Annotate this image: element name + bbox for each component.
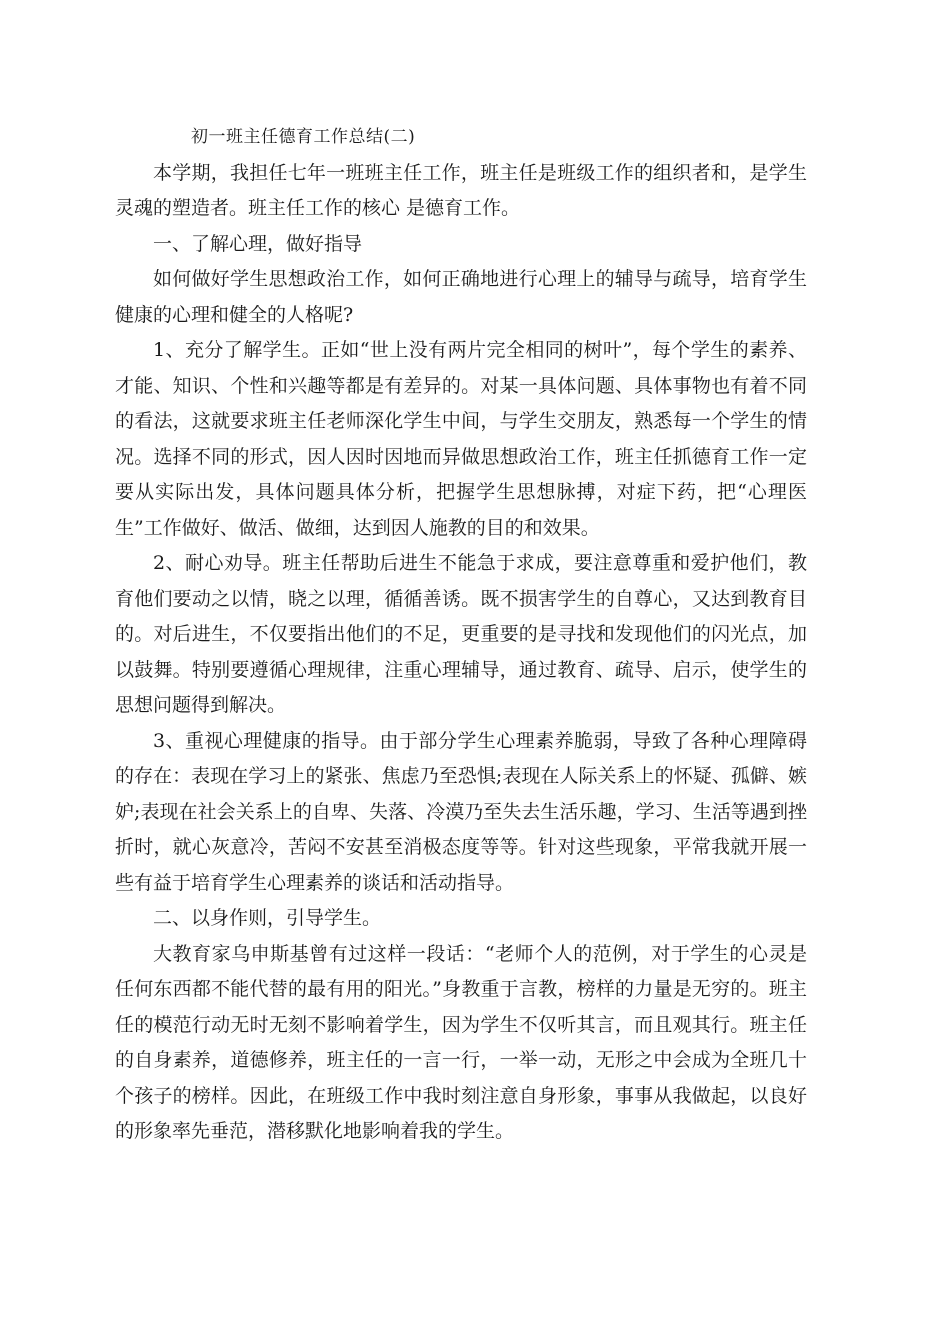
paragraph-point-3: 3、重视心理健康的指导。由于部分学生心理素养脆弱，导致了各种心理障碍的存在：表现在学习上的紧张、焦虑乃至恐惧;表现在人际关系上的怀疑、孤僻、嫉妒;表现在社会关系上的自卑、失落、冷漠乃至失去生活乐趣，学习、生活等遇到挫折时，就心灰意冷，苦闷不安甚至消极态度等等。针对这些现象，平常我就开展一些有益于培育学生心理素养的谈话和活动指导。: [115, 729, 807, 894]
paragraph-question: 如何做好学生思想政治工作，如何正确地进行心理上的辅导与疏导，培育学生健康的心理和健全的人格呢?: [115, 268, 807, 326]
paragraph-intro: 本学期，我担任七年一班班主任工作，班主任是班级工作的组织者和，是学生灵魂的塑造者。班主任工作的核心 是德育工作。: [115, 161, 807, 219]
paragraph-point-2: 2、耐心劝导。班主任帮助后进生不能急于求成，要注意尊重和爱护他们，教育他们要动之以情，晓之以理，循循善诱。既不损害学生的自尊心，又达到教育目的。对后进生，不仅要指出他们的不足，更重要的是寻找和发现他们的闪光点，加以鼓舞。特别要遵循心理规律，注重心理辅导，通过教育、疏导、启示，使学生的思想问题得到解决。: [115, 552, 807, 716]
document-title: 初一班主任德育工作总结(二): [191, 127, 416, 147]
paragraph-point-1: 1、充分了解学生。正如“世上没有两片完全相同的树叶”，每个学生的素养、才能、知识、个性和兴趣等都是有差异的。对某一具体问题、具体事物也有着不同的看法，这就要求班主任老师深化学生中间，与学生交朋友，熟悉每一个学生的情况。选择不同的形式，因人因时因地而异做思想政治工作，班主任抓德育工作一定要从实际出发，具体问题具体分析，把握学生思想脉搏，对症下药，把“心理医生”工作做好、做活、做细，达到因人施教的目的和效果。: [115, 339, 807, 539]
section-heading-2: 二、以身作则，引导学生。: [153, 907, 382, 929]
section-heading-1: 一、了解心理，做好指导: [153, 232, 363, 255]
paragraph-role-model: 大教育家乌申斯基曾有过这样一段话：“老师个人的范例，对于学生的心灵是任何东西都不能代替的最有用的阳光。”身教重于言教，榜样的力量是无穷的。班主任的模范行动无时无刻不影响着学生，因为学生不仅听其言，而且观其行。班主任的自身素养，道德修养，班主任的一言一行，一举一动，无形之中会成为全班几十个孩子的榜样。因此，在班级工作中我时刻注意自身形象，事事从我做起，以良好的形象率先垂范，潜移默化地影响着我的学生。: [115, 942, 807, 1142]
document-page: [115, 120, 807, 1150]
